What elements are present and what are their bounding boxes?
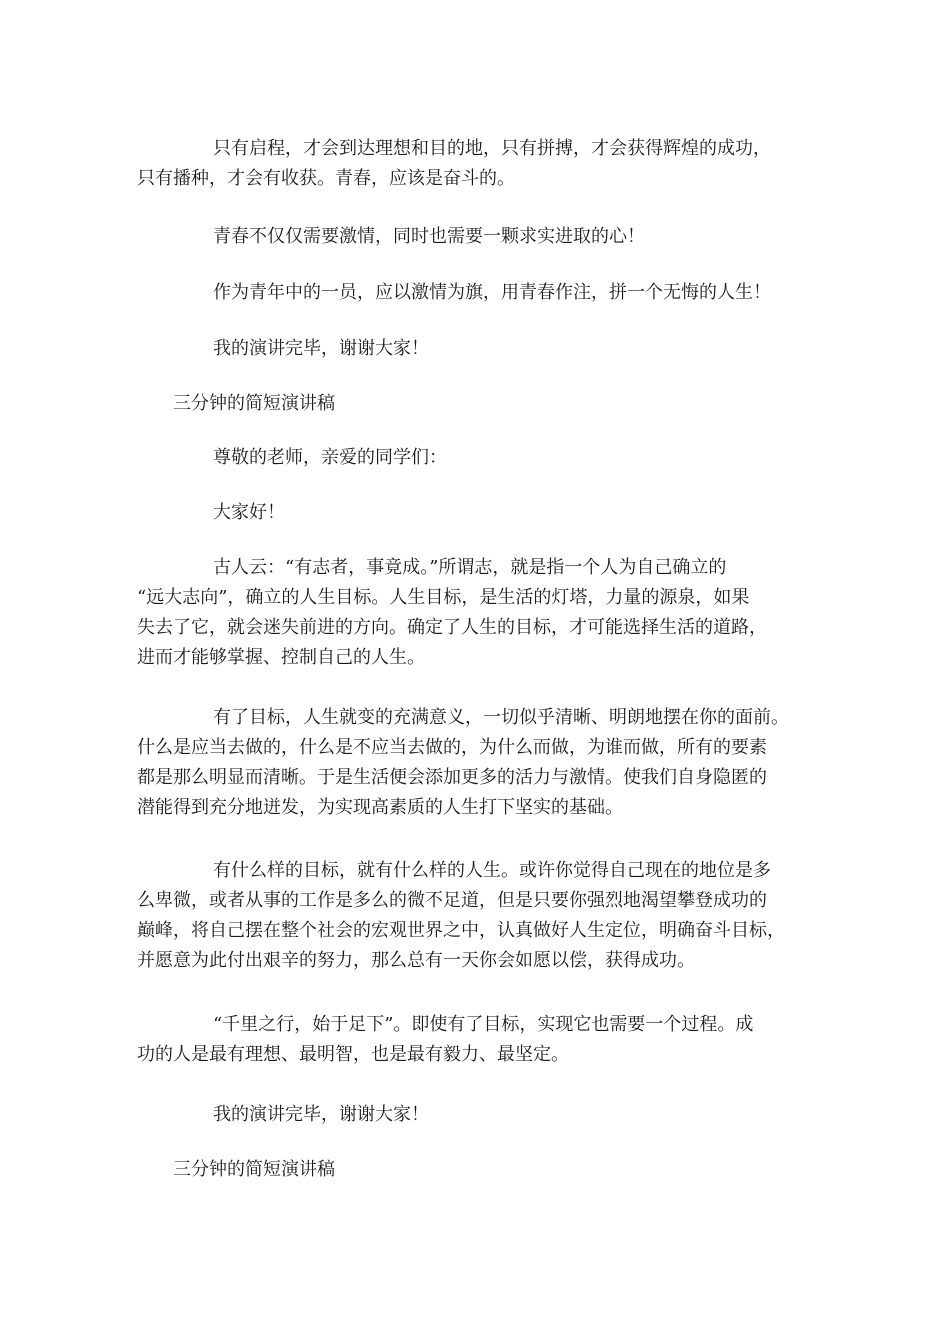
closing-line — [137, 1100, 813, 1130]
paragraph-line: 潜能得到充分地迸发，为实现高素质的人生打下坚实的基础。 — [137, 797, 623, 818]
paragraph-line: 作为青年中的一员，应以激情为旗，用青春作注，拼一个无悔的人生！ — [213, 282, 771, 303]
paragraph-line: 都是那么明显而清晰。于是生活便会添加更多的活力与激情。使我们自身隐匿的 — [137, 767, 767, 788]
paragraph-line: 并愿意为此付出艰辛的努力，那么总有一天你会如愿以偿，获得成功。 — [137, 950, 695, 971]
paragraph-line: 巅峰，将自己摆在整个社会的宏观世界之中，认真做好人生定位，明确奋斗目标， — [137, 920, 785, 941]
paragraph — [137, 1010, 813, 1070]
paragraph-line: “远大志向”，确立的人生目标。人生目标，是生活的灯塔，力量的源泉，如果 — [137, 587, 750, 608]
paragraph-line: 我的演讲完毕，谢谢大家！ — [213, 1104, 429, 1125]
paragraph-line: 有什么样的目标，就有什么样的人生。或许你觉得自己现在的地位是多 — [213, 860, 771, 881]
paragraph-line: 大家好！ — [213, 502, 285, 523]
paragraph — [137, 222, 813, 252]
paragraph — [137, 703, 813, 823]
paragraph-line: 进而才能够掌握、控制自己的人生。 — [137, 647, 425, 668]
paragraph — [137, 553, 813, 673]
salutation — [137, 443, 813, 473]
paragraph-line: 尊敬的老师，亲爱的同学们： — [213, 447, 447, 468]
paragraph — [137, 278, 813, 308]
closing-line — [137, 334, 813, 364]
paragraph-line: 我的演讲完毕，谢谢大家！ — [213, 338, 429, 359]
paragraph — [137, 856, 813, 976]
paragraph-line: 功的人是最有理想、最明智，也是最有毅力、最坚定。 — [137, 1044, 569, 1065]
paragraph-line: 什么是应当去做的，什么是不应当去做的，为什么而做，为谁而做，所有的要素 — [137, 737, 767, 758]
paragraph-line: 只有启程，才会到达理想和目的地，只有拼搏，才会获得辉煌的成功， — [213, 138, 771, 159]
paragraph-line: 么卑微，或者从事的工作是多么的微不足道，但是只要你强烈地渴望攀登成功的 — [137, 890, 767, 911]
section-heading: 三分钟的简短演讲稿 — [173, 1159, 335, 1180]
paragraph-line: 青春不仅仅需要激情，同时也需要一颗求实进取的心！ — [213, 226, 645, 247]
paragraph-line: “千里之行，始于足下”。即使有了目标，实现它也需要一个过程。成 — [213, 1014, 754, 1035]
paragraph-line: 有了目标，人生就变的充满意义，一切似乎清晰、明朗地摆在你的面前。 — [213, 707, 789, 728]
paragraph-line: 只有播种，才会有收获。青春，应该是奋斗的。 — [137, 168, 515, 189]
paragraph-line: 失去了它，就会迷失前进的方向。确定了人生的目标，才可能选择生活的道路， — [137, 617, 767, 638]
paragraph-line: 古人云：“有志者，事竟成。”所谓志，就是指一个人为自己确立的 — [213, 557, 727, 578]
section-heading: 三分钟的简短演讲稿 — [173, 393, 335, 414]
greeting — [137, 498, 813, 528]
paragraph — [137, 134, 813, 194]
